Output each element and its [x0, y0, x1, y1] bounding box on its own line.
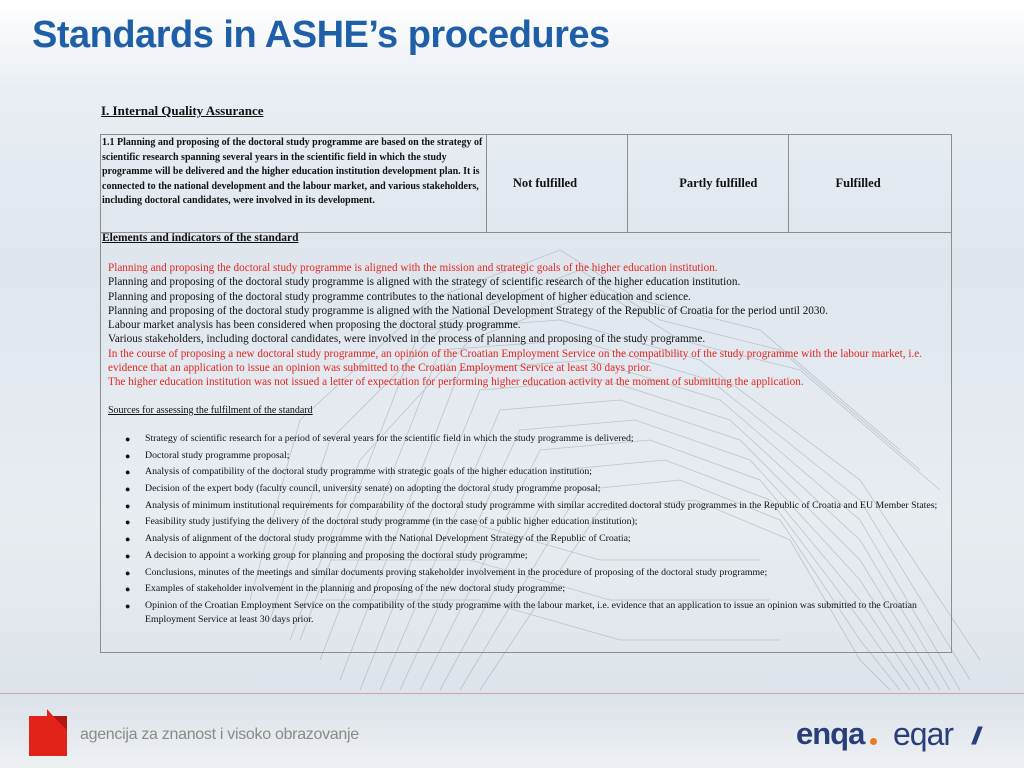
source-item	[101, 465, 941, 480]
footer-divider	[0, 693, 1024, 694]
rating-not-fulfilled[interactable]: Not fulfilled	[487, 135, 629, 232]
source-item	[101, 515, 941, 530]
bullet-icon: ●	[125, 434, 131, 444]
bullet-icon: ●	[125, 450, 131, 461]
bullet-icon: ●	[125, 567, 131, 578]
agency-name: agencija za znanost i visoko obrazovanje	[80, 726, 359, 743]
source-text: Doctoral study programme proposal;	[145, 449, 290, 461]
eqar-slashes: ////	[972, 723, 975, 750]
azvo-logo-icon	[27, 706, 69, 758]
bullet-icon: ●	[125, 584, 131, 595]
source-item	[101, 582, 941, 597]
bullet-icon: ●	[125, 467, 131, 478]
standard-description: 1.1 Planning and proposing of the doctoral study programme are based on the strategy of scientific research spanning several years in the scientific field in which the study programme will be delivered and the higher education institution development plan. It is connected to the national development and the labour market, and various stakeholders, including doctoral candidates, were involved in its development.	[101, 135, 487, 232]
source-text: Conclusions, minutes of the meetings and similar documents proving stakeholder involvement in the procedure of proposing of the doctoral study programme;	[145, 566, 768, 578]
indicator-item: The higher education institution was not issued a letter of expectation for performing higher education activity at the moment of submitting the application.	[108, 376, 804, 389]
indicator-item: Planning and proposing of the doctoral study programme is aligned with the strategy of scientific research of the higher education institution.	[108, 276, 741, 289]
source-text: Opinion of the Croatian Employment Service on the compatibility of the study programme with the labour market, i.e. evidence that an application to issue an opinion was submitted to the Croatian Employment Service at least 30 days prior.	[145, 599, 917, 626]
page-title: Standards in ASHE’s procedures	[32, 14, 610, 56]
bullet-icon: ●	[125, 517, 131, 528]
indicator-item: Planning and proposing of the doctoral study programme contributes to the national development of higher education and science.	[108, 290, 691, 303]
indicator-item: Planning and proposing of the doctoral study programme is aligned with the National Development Strategy of the Republic of Croatia for the period until 2030.	[108, 304, 828, 317]
source-text: Analysis of minimum institutional requirements for comparability of the doctoral study programme with similar accredited doctoral study programmes in the Republic of Croatia and EU Member States;	[145, 499, 938, 511]
source-text: Analysis of compatibility of the doctoral study programme with strategic goals of the higher education institution;	[145, 466, 593, 478]
elements-heading: Elements and indicators of the standard	[102, 232, 299, 244]
enqa-dot-icon	[870, 738, 877, 745]
source-item	[101, 482, 941, 497]
source-item	[101, 599, 941, 628]
enqa-logo: enqa	[796, 716, 865, 751]
sources-list	[101, 432, 941, 630]
indicator-item: In the course of proposing a new doctoral study programme, an opinion of the Croatian Employment Service on the compatibility of the study programme with the labour market, i.e. evidence that an application to issue an opinion was submitted to the Croatian Employment Service at least 30 days prior.	[108, 347, 922, 375]
source-item	[101, 432, 941, 447]
eqar-logo: eqar	[893, 716, 954, 752]
indicator-item: Labour market analysis has been considered when proposing the doctoral study programme.	[108, 319, 521, 332]
source-text: Analysis of alignment of the doctoral study programme with the National Development Strategy of the Republic of Croatia;	[145, 533, 631, 545]
source-item	[101, 449, 941, 464]
sources-heading: Sources for assessing the fulfilment of the standard	[108, 405, 313, 416]
bullet-icon: ●	[125, 600, 131, 611]
bullet-icon: ●	[125, 500, 131, 511]
bullet-icon: ●	[125, 550, 131, 561]
source-text: Examples of stakeholder involvement in the planning and proposing of the new doctoral study programme;	[145, 583, 566, 595]
rating-partly-fulfilled[interactable]: Partly fulfilled	[628, 135, 789, 232]
indicator-item: Planning and proposing the doctoral study programme is aligned with the mission and strategic goals of the higher education institution.	[108, 262, 718, 274]
source-text: Feasibility study justifying the delivery of the doctoral study programme (in the case of a public higher education institution);	[145, 516, 638, 528]
source-text: A decision to appoint a working group for planning and proposing the doctoral study programme;	[145, 549, 528, 561]
indicator-list	[108, 261, 958, 390]
source-item	[101, 549, 941, 564]
source-item	[101, 566, 941, 581]
bullet-icon: ●	[125, 534, 131, 545]
rating-fulfilled[interactable]: Fulfilled	[835, 176, 881, 190]
section-heading: I. Internal Quality Assurance	[101, 103, 264, 118]
standard-table	[100, 134, 952, 653]
standard-header-row	[101, 135, 951, 233]
source-item	[101, 532, 941, 547]
bullet-icon: ●	[125, 484, 131, 495]
indicator-item: Various stakeholders, including doctoral candidates, were involved in the process of planning and proposing of the study programme.	[108, 333, 706, 346]
source-text: Strategy of scientific research for a period of several years for the scientific field in which the study programme is delivered;	[145, 433, 634, 444]
source-text: Decision of the expert body (faculty council, university senate) on adopting the doctoral study programme proposal;	[145, 483, 601, 495]
source-item	[101, 499, 941, 514]
